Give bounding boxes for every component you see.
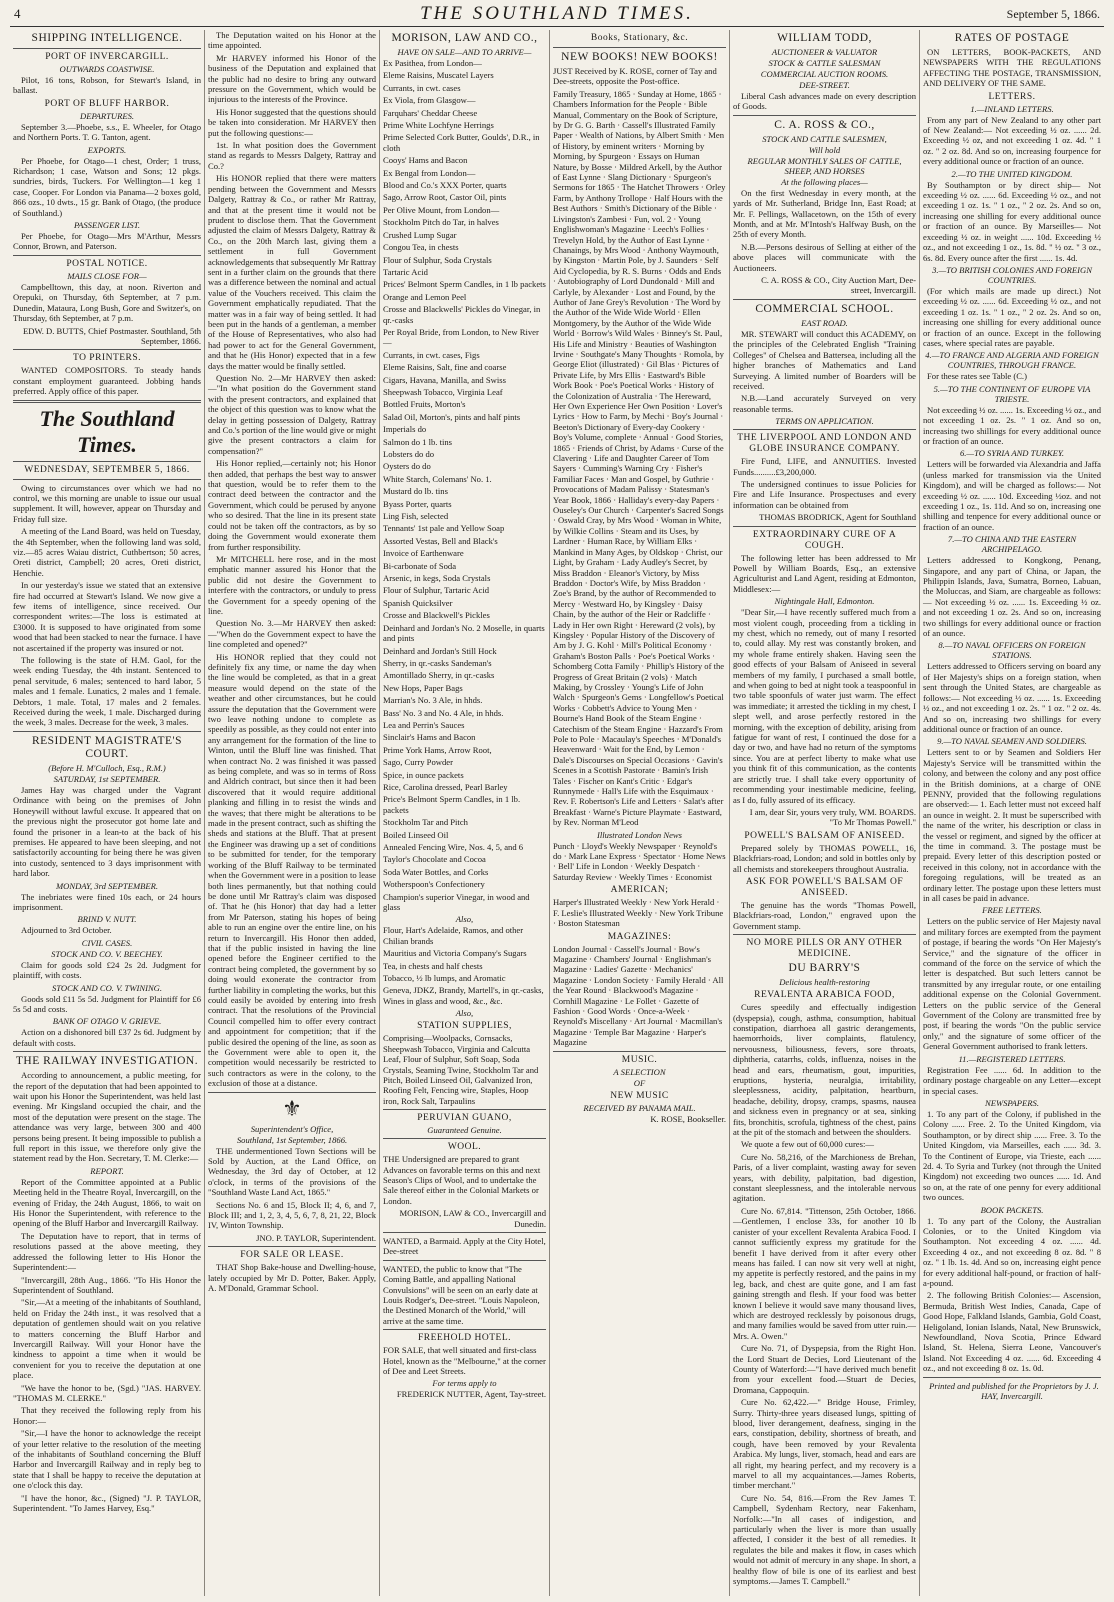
list-item: Orange and Lemon Peel (383, 291, 467, 302)
american-list: Harper's Illustrated Weekly · New York Herald · F. Leslie's Illustrated Weekly · New York Tribune · Boston Statesman (553, 897, 724, 929)
paragraph: Pilot, 16 tons, Robson, for Stewart's Island, in ballast. (13, 75, 201, 96)
paragraph: From any part of New Zealand to any other part of New Zealand:— Not exceeding ½ oz. ...... 2d. Exceeding ½ oz, and not exceeding 1 oz. 4d. " 1 oz. " 2 oz. 8d. And so on, increasing fourpence for every additional ounce or fraction of an ounce. (923, 114, 1101, 167)
signature: EDW. D. BUTTS, Chief Postmaster. Southland, 5th September, 1866. (22, 325, 201, 346)
subheading: Will hold (808, 144, 841, 155)
subheading: Also, (455, 1008, 474, 1019)
list-item: Tobacco, ½ lb lumps, and Aromatic (383, 973, 506, 984)
signature: C. A. ROSS & CO., City Auction Mart, Dee-street, Invercargill. (761, 275, 916, 296)
paragraph: "Sir,—At a meeting of the inhabitants of Southland, held on Friday the 24th inst., it was resolved that a deputation of gentlemen should wait on you relative to matters concerning the Bluff Harbor and Invercargill Railway. Will your Honor have the kindness to appoint a time when it would be convenient for you to receive the deputation at one place. (13, 1297, 201, 1381)
subheading: SATURDAY, 1st SEPTEMBER. (53, 773, 161, 784)
subheading: Nightingale Hall, Edmonton. (774, 596, 875, 607)
divider (13, 48, 201, 49)
list-item: Eleme Raisins, Muscatel Layers (383, 70, 494, 81)
list-item: Marrian's No. 3 Ale, in hhds. (383, 695, 483, 706)
paragraph: Prepared solely by THOMAS POWELL, 16, Blackfriars-road, London; and sold in bottles only by all chemists and storekeepers throughout Australia. (733, 842, 916, 874)
newspaper-list: Punch · Lloyd's Weekly Newspaper · Reynold's do · Mark Lane Express · Spectator · Home News · Bell' Life in London · Weekly Despatch · Saturday Review · Weekly Times · Economist (553, 840, 726, 882)
paragraph: The undersigned continues to issue Policies for Fire and Life Insurance. Prospectuses and every information can be obtained from (733, 478, 916, 510)
divider (13, 1051, 201, 1052)
music-heading: MUSIC. (621, 1054, 658, 1065)
list-item: White Starch, Colemans' No. 1. (383, 473, 492, 484)
royal-arms-icon: ⚜ (282, 1095, 302, 1121)
divider (13, 731, 201, 732)
subheading: A SELECTION (613, 1066, 666, 1077)
list-item: Stockholm Tar and Pitch (383, 817, 468, 828)
guano-heading: PERUVIAN GUANO, (417, 1113, 512, 1124)
subheading: 11.—REGISTERED LETTERS. (958, 1053, 1066, 1064)
subheading: 8.—TO NAVAL OFFICERS ON FOREIGN STATIONS. (938, 640, 1086, 661)
signature: I am, dear Sir, yours very truly, WM. BOARDS. "To Mr Thomas Powell." (749, 806, 916, 828)
sale-heading: FOR SALE OR LEASE. (240, 1250, 344, 1261)
paragraph: Cure No. 54, 816.—From the Rev James T. Campbell, Sydenham Rectory, near Fakenham, Norfolk:—"In all cases of indigestion, and particularly when the liver is more than usually affected, I consider it the best of all remedies. It regulates the bile and makes it flow, in cases which would not admit of mercury in any shape. In short, a healthy flow of bile is one of its earliest and best symptoms.—James T. Campbell." (733, 1492, 916, 1587)
signature: K. ROSE, Bookseller. (650, 1113, 726, 1124)
paragraph: Cure No. 62,422.—" Bridge House, Frimley, Surry. Thirty-three years diseased lungs, spitting of blood, liver derangement, deafness, singing in the ears, constipation, debility, shortness of breath, and cough, have been removed by your Revalenta Arabica. My lungs, liver, stomach, head and ears are all right, my hearing perfect, and my recovery is a marvel to all my acquaintances.—James Roberts, timber merchant." (733, 1397, 916, 1491)
list-item: Oysters do do (383, 461, 431, 472)
paragraph: Cure No. 67,814. "Tittenson, 25th October, 1866.—Gentlemen, I enclose 33s, for another 10 lb canister of your excellent Revalenta Arabica Food. I cannot sufficiently express my gratitude for the benefit I have derived from it after every other means has failed. I can now sit very well at night, my appetite is perfectly restored, and the pains in my leg, back, and chest are quite gone, and I am fast gaining strength and flesh. If your food was better known I believe it would save many thousand lives, which are destroyed recklessly by poisonous drugs, and many families would be saved from utter ruin.—Mrs. A. Owen." (733, 1205, 916, 1341)
paragraph: "Sir,—I have the honor to acknowledge the receipt of your letter relative to the resolution of the meeting of the inhabitants of Southland concerning the Bluff Harbor and Invercargill Railway and in reply beg to state that I shall be happy to receive the deputation at one o'clock this day. (13, 1428, 201, 1491)
freehold-heading: FREEHOLD HOTEL. (418, 1333, 511, 1344)
subheading: BOOK PACKETS. (980, 1204, 1044, 1215)
paragraph: MR. STEWART will conduct this ACADEMY, on the principles of the Celebrated English "Training Colleges" of Chelsea and Battersea, including all the higher branches of Mathematics and Land Surveying. A limited number of Boarders will be received. (733, 328, 916, 391)
list-item: Tennants' 1st pale and Yellow Soap (383, 523, 505, 534)
paragraph: WANTED COMPOSITORS. To steady hands constant employment guaranteed. Jobbing hands preferred. Apply office of this paper. (13, 365, 201, 397)
list-item: Champion's superior Vinegar, in wood and glass (383, 891, 530, 913)
advertiser-heading: MORISON, LAW AND CO., (391, 32, 538, 44)
paragraph: Cures speedily and effectually indigestion (dyspepsia), cough, asthma, consumption, habitual constipation, diarrhoea all gastric derangements, haemorrhoids, liver complaints, flatulency, nervousness, biliousness, fevers, sore throats, diphtheria, catarrhs, colds, influenza, noises in the head and ears, rheumatism, gout, impurities, eruptions, hysteria, neuralgia, irritability, sleeplessness, acidity, palpitation, heartburn, headache, debility, dropsy, cramps, spasms, nausea and sickness even in pregnancy or at sea, sinking fits, bronchitis, scrofula, tightness of the chest, pains at the pit of the stomach and between the shoulders. (733, 1002, 916, 1138)
divider (13, 400, 201, 403)
subheading: 5.—TO THE CONTINENT OF EUROPE VIA TRIESTE. (933, 383, 1091, 404)
paragraph: September 3.—Phoebe, s.s., E. Wheeler, for Otago and Northern Ports. T. G. Tanton, agent. (13, 121, 201, 143)
paragraph: JUST Received by K. ROSE, corner of Tay and Dee-streets, opposite the Post-office. (553, 66, 717, 87)
list-item: Prices' Belmont Sperm Candles, in 1 lb packets (383, 279, 546, 290)
paragraph: Letters sent to or by Seamen and Soldiers Her Majesty's Service will be transmitted within the colony, and between the colony and any post office in the British dominions, at a charge of ONE PENNY, provided that the following regulations are observed:— 1. Each letter must not exceed half an ounce in weight. 2. It must be superscribed with the name of the writer, his description or class in the vessel or regiment, and signed by the officer at the time in command. 3. The postage must be prepaid. Every letter of this description posted or received in this colony, not in accordance with the foregoing regulations, will be treated as an ordinary letter. The postage upon these letters must in all cases be paid in advance. (923, 747, 1101, 903)
paragraph: 1. To any part of the Colony, if published in the Colony ...... Free. 2. To the United Kingdom, via Southampton, or by direct ship ...... Free. 3. To the United Kingdom, via Marseilles, each ...... 3d. 3. To the Continent of Europe, via Trieste, each ...... 2d. 4. To Syria and Turkey (not through the United Kingdom) not exceeding two ounces ...... 1d. And so on, at the rate of one penny for every additional two ounces. (923, 1108, 1101, 1203)
paragraph: WANTED, the public to know that "The Coming Battle, and appalling National Convulsions" will be seen on an early date at Louis Rodger's, Dee-street. "Louis Napoleon, the Destined Monarch of the World," will arrive at the same time. (383, 1263, 540, 1326)
column-4 (550, 30, 730, 1596)
postage-heading: RATES OF POSTAGE (954, 32, 1070, 44)
list-item: Per Royal Bride, from London, to New River— (383, 326, 539, 348)
paragraph: THE Undersigned are prepared to grant Advances on favorable terms on this and next Season's Clips of Wool, and to undertake the Sale thereof either in the Colonial Markets or London. (383, 1154, 541, 1206)
paragraph: The inebriates were fined 10s each, or 24 hours imprisonment. (13, 891, 201, 912)
paragraph: 1st. In what position does the Government stand as regards to Messrs Dalgety, Rattray and Co.? (208, 140, 376, 171)
subheading: REPORT. (90, 1165, 124, 1176)
list-item: Congou Tea, in chests (383, 242, 459, 253)
column-1 (10, 30, 205, 1596)
list-item: Rice, Carolina dressed, Pearl Barley (383, 781, 508, 792)
list-item: Mauritius and Victoria Company's Sugars (383, 948, 527, 959)
list-item: Wotherspoon's Confectionery (383, 879, 485, 890)
list-item: Sherry, in qr.-casks Sandeman's (383, 657, 492, 668)
subheading: NEWSPAPERS. (984, 1097, 1040, 1108)
divider (383, 1138, 546, 1139)
subheading: STOCK AND CATTLE SALESMEN, (762, 133, 887, 144)
list-item: Per Olive Mount, from London— (383, 204, 500, 215)
paragraph: Claim for goods sold £24 2s 2d. Judgment for plaintiff, with costs. (13, 959, 201, 981)
paragraph: Sections No. 6 and 15, Block II; 4, 6, and 7, Block III; and 1, 2, 3, 4, 5, 6, 7, 8, 21, 22, Block IV, Winton Township. (208, 1199, 376, 1231)
paragraph: Cure No. 71, of Dyspepsia, from the Right Hon. the Lord Stuart de Decies, Lord Lieutenant of the County of Waterford:—"I have derived much benefit from your excellent food.—Stuart de Decies, Dromana, Cappoquin. (733, 1343, 916, 1395)
list-item: Tea, in chests and half chests (383, 960, 483, 971)
paragraph: James Hay was charged under the Vagrant Ordinance with being on the premises of John Honeywill without lawful excuse. It appeared that on the previous night the prosecutor got home late and found the prisoner in a lean-to at the back of his premises. He appeared to have been sleeping, and not satisfactorily accounting for being there he was given into custody, sentenced to 3 days imprisonment with hard labor. (13, 784, 201, 879)
subheading: CIVIL CASES. (81, 937, 133, 948)
paragraph: Mr MITCHELL here rose, and in the most emphatic manner assured his Honor that the public did not desire the Government to interfere with the contractors, or unduly to press the Government for a speedy opening of the line. (208, 553, 376, 616)
paragraph: The Deputation waited on his Honor at the time appointed. (208, 30, 376, 51)
subheading: 7.—TO CHINA AND THE EASTERN ARCHIPELAGO. (947, 534, 1077, 555)
shipping-heading: SHIPPING INTELLIGENCE. (31, 32, 183, 44)
ross-heading: C. A. ROSS & CO., (774, 118, 875, 131)
subheading: LETTERS. (988, 91, 1036, 102)
signature: MORISON, LAW & CO., Invercargill and Dunedin. (399, 1208, 546, 1229)
divider (13, 349, 201, 350)
list-item: Flour of Sulphur, Tartaric Acid (383, 585, 490, 596)
divider (13, 479, 201, 480)
list-item: Mustard do lb. tins (383, 486, 448, 497)
paragraph: Registration Fee ...... 6d. In addition to the ordinary postage chargeable on any Letter—except in special cases. (923, 1064, 1101, 1096)
list-item: Tartaric Acid (383, 266, 428, 277)
subheading: OUTWARDS COASTWISE. (59, 64, 155, 74)
subheading: Also, (455, 914, 474, 925)
subheading: MONDAY, 3rd SEPTEMBER. (55, 880, 158, 891)
paragraph: Letters addressed to Kongkong, Penang, Singapore, and any part of China, or Japan, the Philippin Islands, Java, Sumatra, Borneo, Labuan, the Moluccas, and Siam, are chargeable as follows:— Not exceeding ½ oz. ...... 1s. Exceeding ½ oz. and not exceeding 1 oz. 2s. And so on, increasing two shillings for every additional ounce or fraction of an ounce. (923, 555, 1101, 639)
list-item: Lobsters do do (383, 449, 435, 459)
divider (208, 1246, 376, 1247)
paragraph: According to announcement, a public meeting, for the report of the deputation that had been appointed to wait upon his Honor the Superintendent, was held last evening. Mr Kingsland occupied the chair, and the most of the deputation were present on the stage. The attendance was very large, between 300 and 400 persons being present. It being impossible to publish a full report in this issue, we therefore only give the statement read by the Hon. Secretary, T. M. Clerke:— (13, 1070, 201, 1164)
divider (13, 461, 201, 462)
paragraph: For these rates see Table (C.) (927, 371, 1027, 382)
paragraph: By Southampton or by direct ship— Not exceeding ½ oz. ...... 6d. Exceeding ½ oz., and not exceeding 1 oz. 1s. " 1 oz., " 2 oz. 2s. And so on, increasing one shilling for every additional ounce or fraction of an ounce. By Marseilles— Not exceeding ½ oz. in weight ...... 10d. Exceeding ½ oz., and not exceeding 1 oz., 1s. 8d. " ½ oz. " 3 oz., 6s. 8d. Every ounce after the first ...... 1s. 4d. (923, 179, 1101, 263)
column-5 (730, 30, 920, 1596)
printers-heading: TO PRINTERS. (72, 353, 142, 364)
subheading: 9.—TO NAVAL SEAMEN AND SOLDIERS. (937, 736, 1087, 747)
list-item: Bottled Fruits, Morton's (383, 399, 466, 410)
list-item: Ex Viola, from Glasgow— (383, 95, 476, 106)
list-item: Salad Oil, Morton's, pints and half pints (383, 411, 521, 422)
divider (383, 1232, 546, 1233)
list-item: Crosse and Blackwell's Pickles (383, 610, 490, 621)
list-item: Cooys' Hams and Bacon (383, 155, 468, 166)
book-list: Family Treasury, 1865 · Sunday at Home, 1865 · Chambers Information for the People · Bible Manual, Commentary on the Book of Scripture, by Dr G. G. Barth · Cassell's Illustrated Family Paper · Wealth of Nations, by Albert Smith · Men of History, by eminent writers · Morning by Morning, by Spurgeon · Essays on Human Nature, by Bosse · Mildred Arkell, by the Author of East Lynne · Slang Dictionary · Spurgeon's Sermons for 1865 · The Hatchet Throwers · Orley Farm, by Anthony Trollope · Half Hours with the Best Authors · Smith's Dictionary of the Bible · Livingston's Zambesi · Fun, vol. 2 · Young Englishwoman's Magazine · Leech's Follies · Trevelyn Hold, by the Author of East Lynne · Chanaings, by Mrs Wood · Anthony Waymouth, by Kingston · Martin Pole, by J. Saunders · Self Aid Cyclopedia, by R. S. Burns · Odds and Ends · Autobiography of Lord Dundonald · Mill and Carlyle, by Alexander · Lost and Found, by the Author of Jane Grey's Revolution · The Word by the Author of the Wide Wide World · Ellen Montgomery, by the Author of the Wide Wide World · Borrow's Wild Wales · Binney's St. Paul, His Life and Ministry · Beauties of Washington Irvine · Southgate's Many Thoughts · Romola, by George Eliot (illustrated) · Gil Blas · Pictures of Private Life, by Mrs Ellis · Eastward's Bible Work Book · Poe's Poetical Works · History of the Colonization of Australia · The Hereward, Her Own Experience Her Own Position · Lover's Lyrics · How to Farm, by Mechi · Boy's Journal · Beeton's Dictionary of Every-day Cookery · Boy's Volume, complete · Annual · Good Stories, 1865 · Friends of Christ, by Adams · Curse of the Clavering · Life and Daughter Career of Tom Sayers · Cumming's Warning Cry · Fisher's Familiar Faces · Man and Gospel, by Guthrie · Provocations of Madam Palissy · Statesman's Year Book, 1866 · Halliday's every-day Papers · Ouseley's Our Church · Carpenter's Sacred Songs · Oswald Cray, by Mrs Wood · Woman in White, by Wilkie Collins · Steam and its Uses, by Lardner · Human Race, by William Elks · Mankind in Many Ages, by Oldskop · Christ, our Light, by Graham · Lady Audley's Secret, by Miss Braddon · Eleanor's Victory, by Miss Braddon · Doctor's Wife, by Miss Braddon · Zoe's Brand, by the author of Recommended to Mercy · Westward Ho, by Kingsley · Daisy Chain, by the author of the Heir or Radcliffe · Lady in Her own Right · Hereward (2 vols), by Kingsley · Popular History of the Discovery of Am by J. G. Kohl · Mill's Political Economy · Graham's Boston Palls · Poe's Poetical Works · Schomberg Cotta Family · Phillip's History of the Progress of Great Britain (2 vols) · Match Making, by Crossley · Young's Life of John Walch · Spurgeon's Gems · Longfellow's Poetical Works · Cobbett's Advice to Young Men · Bourne's Hand Book of the Steam Engine · Catechism of the Steam Engine · Hazzard's From Pole to Pole · Macaulay's Speeches · M'Donald's Heavenward · Wait for the End, by Lemon · Dale's Discourses on Special Occasions · Gavin's Scenes in a Scottish Pastorate · Bamin's Irish Tales · Fischer on Kant's Critic · Edgar's Runnymede · Hall's Life with the Esquimaux · Rev. F. Robertson's Life and Letters · Salat's after Breakfast · Warne's Picture Playmate · Eastward, by Rev. Norman M'Leod (553, 88, 726, 828)
paragraph: 1. To any part of the Colony, the Australian Colonies, or to the United Kingdom via Southampton. Not exceeding 4 oz. ...... 4d. Exceeding 4 oz., and not exceeding 8 oz. 8d. " 8 oz. " 1 lb. 1s. 4d. And so on, increasing eight pence for every additional half-pound, or fraction of half-a-pound. (923, 1215, 1101, 1288)
list-item: Currants, in cwt. cases (383, 82, 461, 93)
paragraph: Report of the Committee appointed at a Public Meeting held in the Theatre Royal, Invercargill, on the evening of Friday, the 24th August, 1866, to wait on His Honor the Superintendent, with reference to the opening of the Bluff Harbor and Invercargill Railway. (13, 1176, 201, 1229)
list-item: Spice, in ounce packets (383, 769, 464, 780)
list-item: Ex Bengal from London— (383, 167, 476, 178)
list-item: Sheepwash Tobacco, Virginia Leaf (383, 386, 503, 397)
paragraph: THAT Shop Bake-house and Dwelling-house, lately occupied by Mr D. Potter, Baker. Apply, A. M'Donald, Grammar School. (208, 1262, 376, 1294)
list-item: Comprising—Woolpacks, Cornsacks, Sheepwash Tobacco, Virginia and Calcutta Leaf, Flour of Sulphur, Soft Soap, Soda Crystals, Seaming Twine, Stockholm Tar and Pitch, Boiled Linseed Oil, Galvanized Iron, Roofing Felt, Fencing wire, Staples, Hoop iron, Rock Salt, Tarpaulins (383, 1033, 539, 1106)
subheading: At the following places— (781, 176, 868, 187)
paragraph: Question No. 3.—Mr HARVEY then asked:—"When do the Government expect to have the line completed and opened?" (208, 618, 376, 650)
magazines-heading: MAGAZINES: (607, 931, 672, 942)
list-item: Flour, Hart's Adelaide, Ramos, and other Chilian brands (383, 925, 524, 946)
subheading: (Before H. M'Culloch, Esq., R.M.) (48, 762, 166, 773)
postal-notice-heading: POSTAL NOTICE. (66, 258, 148, 269)
paragraph: "Invercargill, 28th Aug., 1866. "To His Honor the Superintendent of Southland. (13, 1274, 201, 1295)
list-item: Sago, Arrow Root, Castor Oil, pints (383, 192, 507, 203)
paragraph: Goods sold £11 5s 5d. Judgment for Plaintiff for £6 5s 5d and costs. (13, 993, 201, 1014)
list-item: Soda Water Bottles, and Corks (383, 866, 489, 877)
paragraph: That they received the following reply from his Honor:— (13, 1405, 201, 1426)
list-item: Byass Porter, quarts (383, 498, 452, 509)
list-item: Ling Fish, selected (383, 511, 449, 522)
paragraph: His Honor replied,—certainly not; his Honor then added, that perhaps the best way to answer that question, would be to refer them to the contract deed between the contractor and the Government, which could be perused by anyone who so desired. That the line in its present state could not be taken off the contractors, as by so doing the Government would exonerate them from further responsibility. (208, 458, 376, 552)
list-item: Sinclair's Hams and Bacon (383, 732, 476, 743)
list-item: Sago, Curry Powder (383, 757, 453, 768)
divider (733, 299, 916, 300)
column-2 (205, 30, 380, 1596)
paragraph: N.B.—Land accurately Surveyed on very reasonable terms. (733, 393, 916, 414)
paragraph: (For which mails are made up direct.) Not exceeding ½ oz. ...... 6d. Exceeding ½ oz., and not exceeding 1 oz. 1s. " 1 oz., " 2 oz. 2s. And so on, increasing one shilling for every additional ounce or fraction of an ounce. Except in the following cases, where special rates are payable. (923, 285, 1101, 348)
subheading: COMMERCIAL AUCTION ROOMS. (760, 69, 889, 79)
subheading: AUCTIONEER & VALUATOR (771, 47, 878, 57)
subheading: TERMS ON APPLICATION. (775, 416, 874, 427)
divider (383, 1109, 546, 1110)
paragraph: "I have the honor, &c., (Signed) "J. P. TAYLOR, Superintendent. "To James Harvey, Esq." (13, 1492, 201, 1514)
subheading: EXPORTS. (87, 144, 127, 155)
paragraph: Letters will be forwarded via Alexandria and Jaffa (unless marked for transmission via the United Kingdom), and will be charged as follows:— Not exceeding ½ oz. ...... 10d. Exceeding ½oz. and not exceeding 1 oz., 1s. 11d. And so on, increasing one shilling and tenpence for every additional ounce or fraction of an ounce. (923, 459, 1101, 532)
divider (733, 934, 916, 935)
paragraph: In our yesterday's issue we stated that an extensive fire had occurred at Stewart's Island. We now give a few items of intelligence, since received. Our correspondent writes:—The loss is estimated at £3000. It is supposed to have originated from some wood that had been stacked to near the furnace. I have not ascertained if the property was insured or not. (13, 580, 201, 653)
subheading: EAST ROAD. (801, 317, 848, 328)
list-item: Lea and Perrin's Sauces (383, 719, 465, 730)
paragraph: FOR SALE, that well situated and first-class Hotel, known as the "Melbourne," at the corner of Dee and Leet Streets. (383, 1345, 546, 1377)
paragraph: We quote a few out of 60,000 cures:— (741, 1139, 874, 1150)
paragraph: 2. The following British Colonies:— Ascension, Bermuda, British West Indies, Canada, Cape of Good Hope, Falkland Islands, Gambia, Gold Coast, Heligoland, Ionian Islands, Natal, New Brunswick, Newfoundland, Nova Scotia, Prince Edward Island, St. Helena, Sierra Leone, Vancouver's Island. Not Exceeding 4 oz. ...... 6d. Exceeding 4 oz., and not exceeding 8 oz. 1s. 0d. (923, 1290, 1101, 1374)
subheading: RECEIVED BY PANAMA MAIL. (583, 1102, 696, 1113)
list-item: Stockholm Pitch do Tar, in halves (383, 217, 499, 228)
wool-heading: WOOL. (447, 1142, 482, 1153)
page-number: 4 (14, 6, 21, 21)
subheading: PASSENGER LIST. (73, 220, 141, 231)
list-item: Amontillado Sherry, in qr.-casks (383, 670, 495, 681)
notice-header: Superintendent's Office, (250, 1123, 334, 1134)
paragraph: Liberal Cash advances made on every description of Goods. (733, 91, 916, 112)
list-item: Salmon do 1 lb. tins (383, 436, 452, 447)
paragraph: THE undermentioned Town Sections will be Sold by Auction, at the Land Office, on Wednesday, the 3rd day of October, at 12 o'clock, in terms of the provisions of the "Southland Waste Land Act, 1865." (208, 1145, 376, 1198)
subheading: OF (633, 1077, 646, 1088)
newspaper-columns (10, 30, 1104, 1596)
column-6 (920, 30, 1104, 1596)
notice-header: Southland, 1st September, 1866. (236, 1134, 348, 1145)
subheading: 6.—TO SYRIA AND TURKEY. (959, 448, 1065, 459)
paragraph: WANTED, a Barmaid. Apply at the City Hotel, Dee-street (383, 1235, 546, 1257)
new-books-heading: NEW BOOKS! NEW BOOKS! (561, 51, 718, 63)
american-heading: AMERICAN; (610, 885, 669, 896)
masthead (10, 4, 1104, 27)
signature: THOMAS BRODRICK, Agent for Southland (759, 512, 916, 523)
paragraph: Letters addressed to Officers serving on board any of Her Majesty's ships on a foreign station, when sent through the United States, are chargeable as follows:— Not exceeding ½ oz. ...... 1s. Exceeding ½ oz., and not exceeding 1 oz. 2s. " 1 oz. " 2 oz. 4s. And so on, increasing two shillings for every additional ounce or fraction of an ounce. (923, 661, 1101, 734)
list-item: Flour of Sulphur, Soda Crystals (383, 254, 492, 265)
subheading: HAVE ON SALE—AND TO ARRIVE— (397, 47, 532, 57)
editorial-date: WEDNESDAY, SEPTEMBER 5, 1866. (24, 464, 190, 475)
list-item: Spanish Quicksilver (383, 597, 453, 608)
subheading: REGULAR MONTHLY SALES OF CATTLE, SHEEP, AND HORSES (747, 155, 902, 176)
subheading: STOCK & CATTLE SALESMAN (768, 58, 881, 68)
printer-imprint: Printed and published for the Proprietors by J. J. HAY, Invercargill. (929, 1380, 1099, 1402)
list-item: Geneva, JDKZ, Brandy, Martell's, in qr.-casks, Wines in glass and wood, &c., &c. (383, 985, 544, 1006)
divider (733, 429, 916, 430)
paper-nameplate: The Southland Times. (39, 405, 175, 457)
paragraph: A meeting of the Land Board, was held on Tuesday, the 4th September, when the following land was sold, viz.—85 acres Waiau district, Cuthbertson; 50 acres, Oreti district, Campbell; 20 acres, Oreti district, Henchie. (13, 526, 201, 578)
list-item: Imperials do (383, 424, 427, 435)
list-item: Prime Selected Cork Butter, Goulds', D.R., in cloth (383, 132, 540, 153)
subheading: Delicious health-restoring (779, 977, 870, 988)
signature: JNO. P. TAYLOR, Superintendent. (256, 1232, 376, 1243)
list-item: Currants, in cwt. cases, Figs (383, 349, 480, 360)
divider (923, 1377, 1101, 1378)
paragraph: Cure No. 58,216, of the Marchioness de Brehan, Paris, of a liver complaint, wasting away for seven years, with debility, palpitation, bad digestion, constant sleeplessness, and the intolerable nervous agitation. (733, 1151, 916, 1204)
column-3 (380, 30, 550, 1596)
divider (208, 1092, 376, 1093)
paragraph: On the first Wednesday in every month, at the yards of Mr. Sutherland, Bridge Inn, East Road; at Mr. F. Pellings, Wallacetown, on the 15th of every Month, and at Mr. M'Intosh's Halfway Bush, on the 25th of every Month. (733, 187, 916, 240)
list-item: Prime York Hams, Arrow Root, (383, 744, 492, 755)
list-item: Price's Belmont Sperm Candles, in 1 lb. packets (383, 794, 521, 815)
newspaper-title: THE SOUTHLAND TIMES. (420, 3, 694, 24)
station-supplies-heading: STATION SUPPLIES, (417, 1021, 512, 1032)
paragraph: Mr HARVEY informed his Honor of the business of the Deputation and explained that the public had no desire to bring any outward pressure on the Government, which would be injurious to the interests of the Province. (208, 52, 376, 105)
list-item: Invoice of Earthenware (383, 548, 464, 559)
issue-date: September 5, 1866. (1006, 7, 1100, 21)
paragraph: The following is the state of H.M. Gaol, for the week ending Tuesday, the 4th instant. Sentenced to penal servitude, 6 males; sentenced to hard labor, 5 males and 1 female. Lunatics, 2 males and 1 female. Debtors, 1 male. Total, 17 males and 2 females. Received during the week, 1 male. Discharged during the week, 3 males. Decrease for the week, 3 males. (13, 655, 201, 728)
school-heading: COMMERCIAL SCHOOL. (755, 302, 894, 315)
list-item: New Hops, Paper Bags (383, 682, 463, 693)
paragraph: The Deputation have to report, that in terms of resolutions passed at the above meeting, they addressed the following letter to His Honor the Superintendent:— (13, 1230, 201, 1273)
paragraph: N.B.—Persons desirous of Selling at either of the above places will communicate with the Auctioneers. (733, 241, 916, 273)
railway-heading: THE RAILWAY INVESTIGATION. (15, 1055, 199, 1068)
paragraph: Action on a dishonored bill £37 2s 6d. Judgment by default with costs. (13, 1027, 201, 1048)
list-item: Blood and Co.'s XXX Porter, quarts (383, 180, 507, 191)
paragraph: Owing to circumstances over which we had no control, we this morning are unable to issue our usual supplement. It will, however, appear on Thursday and Friday full size. (13, 482, 201, 524)
subheading: NEW MUSIC (610, 1090, 669, 1101)
signature: FREDERICK NUTTER, Agent, Tay-street. (396, 1389, 546, 1400)
list-item: Deinhard and Jordan's No. 2 Moselle, in quarts and pints (383, 622, 545, 644)
list-item: Bi-carbonate of Soda (383, 560, 457, 571)
subheading: BANK OF OTAGO V. GRIEVE. (52, 1016, 162, 1027)
court-heading: RESIDENT MAGISTRATE'S COURT. (31, 734, 183, 760)
books-heading: Books, Stationary, &c. (590, 33, 689, 43)
divider (553, 1051, 726, 1052)
subheading: 1.—INLAND LETTERS. (970, 103, 1054, 114)
list-item: Crosse and Blackwells' Pickles do Vinegar, in qr.-casks (383, 304, 541, 325)
paragraph: Campbelltown, this day, at noon. Riverton and Orepuki, on Thursday, 6th September, at 7 p.m. Dunedin, Mataura, Long Bush, Gore and Switzer's, on Thursday, 6th September, at 7 p.m. (13, 281, 201, 324)
divider (383, 1260, 546, 1261)
list-item: Prime White Lochfyne Herrings (383, 120, 494, 131)
paragraph: His HONOR replied that there were matters pending between the Government and Messrs Dalgety, Rattray & Co., or rather Mr Rattray, and that at the present time it would not be prudent to disclose them. That the Government adjusted the claim of Messrs Dalgety, Rattray & Co., on the 20th March last, giving them a settlement in full Government acknowledgements that subsequently Mr Rattray sent in a further claim on the grounds that there was a difference between the nominal and actual value of the Vouchers received. This claim the Government emphatically repudiated. That the matter was in a fair way of being settled. It had been put in the hands of a gentleman, a member of the House of Representatives, who also had had power to act for the General Government, and that he (His Honor) expected that in a few days the matter would be finally settled. (208, 173, 377, 371)
subheading: 4.—TO FRANCE AND ALGERIA AND FOREIGN COUNTRIES, THROUGH FRANCE. (925, 350, 1099, 371)
divider (733, 115, 916, 116)
port-bluff-heading: PORT OF BLUFF HARBOR. (44, 98, 170, 109)
list-item: Deinhard and Jordan's Still Hock (383, 645, 497, 656)
ask-heading: ASK FOR POWELL'S BALSAM OF ANISEED. (745, 876, 904, 898)
list-item: Bass' No. 3 and No. 4 Ale, in hhds. (383, 707, 504, 718)
list-item: Assorted Vestas, Bell and Black's (383, 535, 498, 546)
paragraph: Fire Fund, LIFE, and ANNUITIES. Invested Funds..........£3,200,000. (733, 456, 916, 477)
list-item: Eleme Raisins, Salt, fine and coarse (383, 362, 507, 373)
subheading: For terms apply to (432, 1378, 497, 1389)
port-invercargill-heading: PORT OF INVERCARGILL. (45, 52, 169, 62)
paragraph: Question No. 2—Mr HARVEY then asked:—"In what position do the Government stand with the present contractors, and explained that the object of this question was to know what the delay in getting possession of Dalgety, Rattray and Co.'s portion of the line would give or might give the present contractors a claim for compensation?" (208, 373, 376, 456)
subheading: STOCK AND CO. V. TWINING. (51, 982, 163, 993)
list-item: Taylor's Chocolate and Cocoa (383, 854, 486, 865)
list-item: Boiled Linseed Oil (383, 829, 449, 840)
divider (553, 47, 726, 48)
paragraph: His HONOR replied that they could not definitely fix any time, or name the day when the line would be completed, as that in a great measure would depend on the state of the weather and other circumstances, but he could assure the deputation that the Government were two leave nothing undone to complete as speedily as possible, as they could not enter into any arrangement for the formation of the line to Winton, until the Bluff line was finished. That when contract No. 2 was finished it was passed as being complete, and was so in terms of Ross and Aldrich contract, but since then it had been discovered that it would require additional planking and filling in to resist the winds and the waves; that there might be alterations to be made in the present contract, such as shifting the sheds and stations at the Bluff. That at present the Engineer was drawing up a set of conditions to be submitted for tender, for the temporary working of the Bluff Railway to be terminated when the Government were in a position to lease both lines permanently, but that nothing could be done until Mr Rattray's claim was disposed of. That he (his Honor) that day had a letter from Mr Paterson, stating his hopes of being able to run an engine over the entire line, on his return to Invercargill. His Honor then added, that if the public insisted in having the line opened before the Engineer certified to the contract being completed, the government by so doing would exonerate the contractor from further liability in completing the works, but this could easily be avoided by entering into fresh contract. That the resolutions of the Provincial Council compelled him to offer every contract and appointment for competition; that if the public desired the opening of the line, as soon as the Government were able to open it, the competition would necessarily be restricted to such contractors as were in the colony, to the exclusion of those at a distance. (208, 651, 377, 1089)
cure-heading: EXTRAORDINARY CURE OF A COUGH. (752, 529, 897, 551)
subheading: DEPARTURES. (79, 110, 135, 121)
subheading: STOCK AND CO. V. BEECHEY. (51, 948, 163, 959)
todd-heading: WILLIAM TODD, (777, 32, 872, 44)
paragraph: Per Phoebe, for Otago—Mrs M'Arthur, Messrs Connor, Brown, and Paterson. (13, 231, 201, 252)
subheading: 3.—TO BRITISH COLONIES AND FOREIGN COUNTRIES. (932, 264, 1092, 285)
paragraph: ON LETTERS, BOOK-PACKETS, AND NEWSPAPERS WITH THE REGULATIONS AFFECTING THE POSTAGE, TRANSMISSION, AND DELIVERY OF THE SAME. (923, 47, 1101, 89)
magazine-list: London Journal · Cassell's Journal · Bow's Magazine · Chambers' Journal · Englishman's Magazine · Ladies' Gazette · Mechanics' Magazine · London Society · Family Herald · All the Year Round · Blackwood's Magazine · Cornhill Magazine · Le Follet · Gazette of Fashion · Good Words · Once-a-Week · Reynold's Miscellany · Art Journal · Macmillan's Magazine · Temple Bar Magazine · Harper's Magazine (553, 943, 724, 1048)
subheading: 2.—TO THE UNITED KINGDOM. (951, 168, 1073, 179)
subheading: Guaranteed Genuine. (427, 1125, 502, 1136)
subheading: BRIND V. NUTT. (77, 914, 137, 925)
no-pills-heading: NO MORE PILLS OR ANY OTHER MEDICINE. (746, 938, 903, 960)
paragraph: Adjourned to 3rd October. (21, 925, 112, 936)
divider (383, 1329, 546, 1330)
powell-heading: POWELL'S BALSAM OF ANISEED. (744, 830, 905, 841)
paragraph: Per Phoebe, for Otago—1 chest, Order; 1 truss, Richardson; 1 case, Watson and Sons; 12 pkgs. sundries, birds, Tuckers. For Wellington—1 keg 1 case, Cooper. For London via Panama—2 boxes gold, 866 ozs., 10 dwts., 15 gr. Bank of Otago, (the produce of Southland.) (13, 155, 201, 218)
insurance-heading: THE LIVERPOOL AND LONDON AND GLOBE INSURANCE COMPANY. (737, 433, 912, 455)
paragraph: Letters on the public service of Her Majesty naval and military forces are exempted from the payment of postage, if bearing the words "On Her Majesty's Service," and the signature of the officer in command of the force on the service of which the letter is despatched. But such letters cannot be transmitted by any irregular route, or one entailing additional expense on the Colonial Government. Letters on the public service of the General Government of the Colony are transmitted free by post, if bearing the words "On the public service only," and the signature of some officer of the General Government authorised to frank letters. (923, 916, 1101, 1052)
paragraph: His Honor suggested that the questions should be taken into consideration. Mr HARVEY then put the following questions:— (208, 106, 376, 138)
list-item: Farquhars' Cheddar Cheese (383, 107, 478, 118)
paragraph: "We have the honor to be, (Sgd.) "JAS. HARVEY. "THOMAS M. CLERKE." (13, 1382, 201, 1403)
list-item: Cigars, Havana, Manilla, and Swiss (383, 374, 506, 385)
subheading: MAILS CLOSE FOR— (67, 270, 147, 281)
list-item: Arsenic, in kegs, Soda Crystals (383, 573, 491, 584)
paragraph: Not exceeding ½ oz. ...... 1s. Exceeding ½ oz., and not exceeding 1 oz. 2s. " 1 oz. And so on, increasing two shillings for every additional ounce or fraction of an ounce. (923, 404, 1101, 446)
divider (733, 526, 916, 527)
dubarry-heading: DU BARRY'S (788, 962, 861, 975)
subheading: FREE LETTERS. (982, 905, 1042, 916)
divider (13, 255, 201, 256)
paragraph: "Dear Sir,—I have recently suffered much from a most violent cough, proceeding from a tickling in my chest, which no remedy, out of many I resorted to, could allay. My rest was constantly broken, and my whole frame entirely shaken. Having seen the good effects of your Balsam of Aniseed in several members of my family, I purchased a small bottle, and when going to bed at night took a teaspoonful in two table spoonfuls of water just warm. The effect was immediate; it arrested the tickling in my chest, I slept well, and arose perfectly restored in the morning, with the exception of debility, arising from fatigue for want of rest, I continued the dose for a day or two, and have had no return of the symptoms since. You are at perfect liberty to make what use you think fit of this communication, as the contents are strictly true. I shall take every opportunity of recommending your inestimable medicine, feeling, as I do, fully assured of its efficacy. (733, 607, 916, 805)
subheading: DEE-STREET. (799, 80, 850, 90)
subheading: Illustrated London News (597, 829, 682, 840)
paragraph: The following letter has been addressed to Mr Powell by William Boards, Esq., an extensive Agriculturist and Land Agent, residing at Edmonton, Middlesex:— (733, 552, 916, 594)
paragraph: The genuine has the words "Thomas Powell, Blackfriars-road, London," engraved upon the Government stamp. (733, 899, 916, 931)
list-item: Ex Pasithea, from London— (383, 58, 482, 68)
list-item: Annealed Fencing Wire, Nos. 4, 5, and 6 (383, 842, 524, 852)
list-item: Crushed Lump Sugar (383, 229, 457, 240)
subheading: REVALENTA ARABICA FOOD, (754, 990, 895, 1001)
